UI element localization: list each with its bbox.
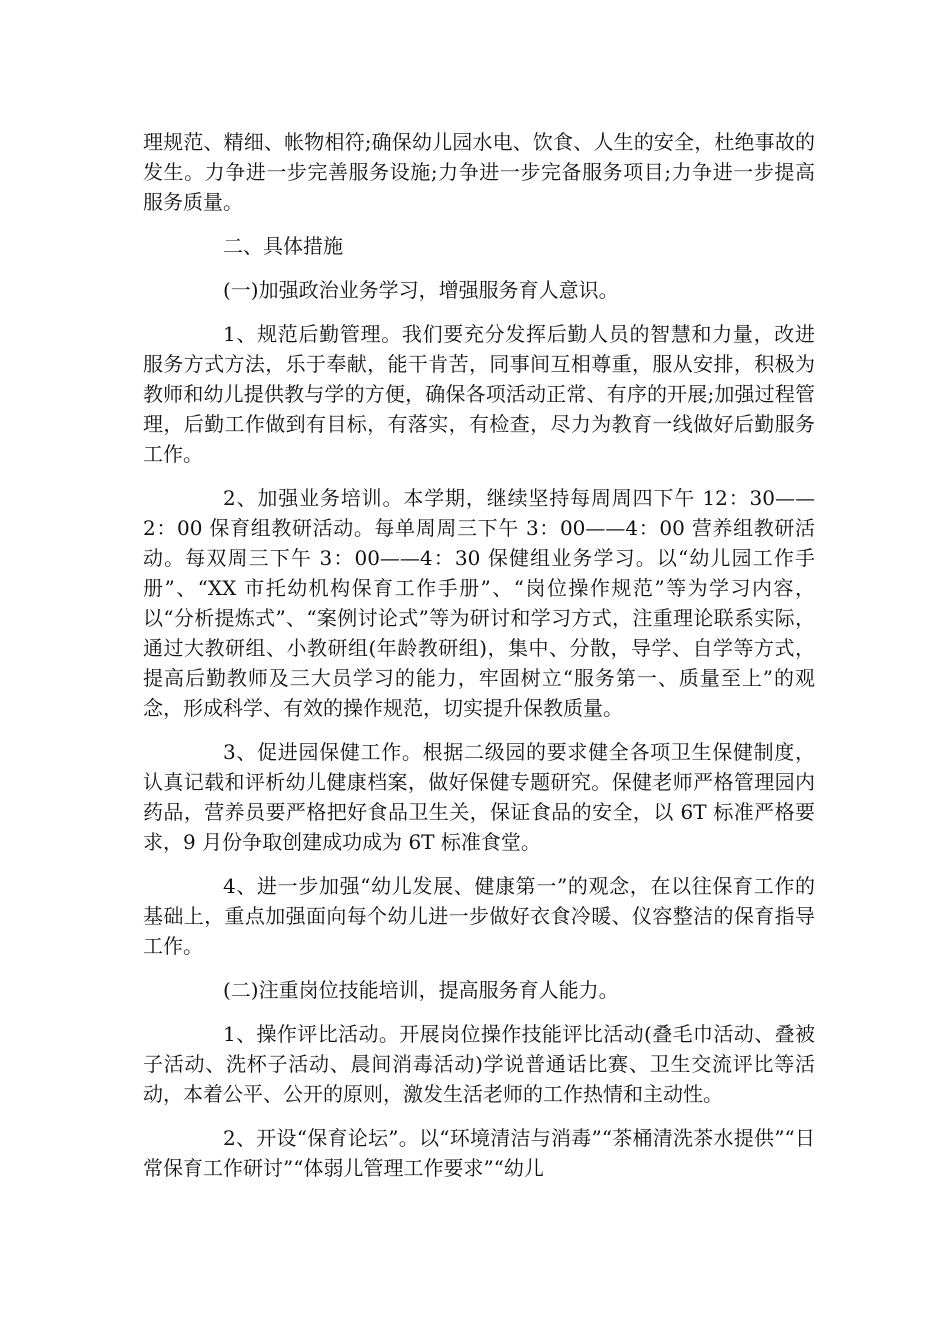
paragraph-logistics-management: 1、规范后勤管理。我们要充分发挥后勤人员的智慧和力量，改进服务方式方法，乐于奉献，能干肯苦，同事间互相尊重，服从安排，积极为教师和幼儿提供教与学的方便，确保各项活动正常、有序的开展;加强过程管理，后勤工作做到有目标，有落实，有检查，尽力为教育一线做好后勤服务工作。 xyxy=(143,322,815,466)
subsection-heading-2: (二)注重岗位技能培训，提高服务育人能力。 xyxy=(223,978,619,1002)
paragraph-health-work: 3、促进园保健工作。根据二级园的要求健全各项卫生保健制度，认真记载和评析幼儿健康档案，做好保健专题研究。保健老师严格管理园内药品，营养员要严格把好食品卫生关，保证食品的安全，以 6T 标准严格要求，9 月份争取创建成功成为 6T 标准食堂。 xyxy=(143,740,815,854)
document-body xyxy=(143,127,815,1197)
subsection-heading-1: (一)加强政治业务学习，增强服务育人意识。 xyxy=(223,278,619,302)
paragraph-business-training: 2、加强业务培训。本学期，继续坚持每周周四下午 12：30——2：00 保育组教研活动。每单周周三下午 3：00——4：00 营养组教研活动。每双周三下午 3：00——4：30 保健组业务学习。以“幼儿园工作手册”、“XX 市托幼机构保育工作手册”、“岗位操作规范”等为学习内容，以“分析提炼式”、“案例讨论式”等为研讨和学习方式，注重理论联系实际，通过大教研组、小教研组(年龄教研组)，集中、分散，导学、自学等方式，提高后勤教师及三大员学习的能力，牢固树立“服务第一、质量至上”的观念，形成科学、有效的操作规范，切实提升保教质量。 xyxy=(143,486,815,720)
paragraph-skill-competition: 1、操作评比活动。开展岗位操作技能评比活动(叠毛巾活动、叠被子活动、洗杯子活动、晨间消毒活动)学说普通话比赛、卫生交流评比等活动，本着公平、公开的原则，激发生活老师的工作热情和主动性。 xyxy=(143,1022,815,1106)
paragraph-health-first: 4、进一步加强“幼儿发展、健康第一”的观念，在以往保育工作的基础上，重点加强面向每个幼儿进一步做好衣食冷暖、仪容整洁的保育指导工作。 xyxy=(143,874,815,958)
section-heading-measures: 二、具体措施 xyxy=(223,234,343,258)
paragraph-continuation: 理规范、精细、帐物相符;确保幼儿园水电、饮食、人生的安全，杜绝事故的发生。力争进一步完善服务设施;力争进一步完备服务项目;力争进一步提高服务质量。 xyxy=(143,130,815,214)
paragraph-care-forum: 2、开设“保育论坛”。以“环境清洁与消毒”“茶桶清洗茶水提供”“日常保育工作研讨”“体弱儿管理工作要求”“幼儿 xyxy=(143,1126,815,1180)
